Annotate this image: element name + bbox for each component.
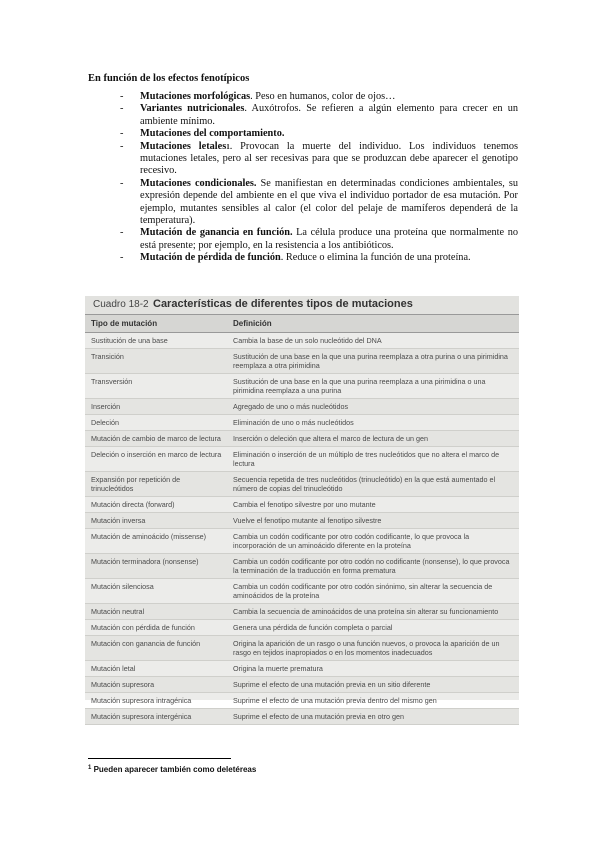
definition-cell: Genera una pérdida de función completa o parcial — [233, 623, 393, 632]
list-item — [88, 103, 518, 128]
table-row — [85, 447, 519, 472]
mutation-type-cell: Transición — [91, 352, 124, 361]
mutation-type-cell: Deleción — [91, 418, 119, 427]
definition-cell: Cambia la base de un solo nucleótido del DNA — [233, 336, 382, 345]
mutation-types-table — [85, 296, 519, 721]
list-item-text: Se manifiestan en determinadas condiciones ambientales, su expresión depende del ambiente en el que viva el individuo portador de esa mutación. Por ejemplo, mutantes sensibles al calor (el color del pelaje de mamíferos dependerá de la temperatura). — [140, 177, 518, 227]
mutation-type-cell: Mutación directa (forward) — [91, 500, 175, 509]
definition-cell: Origina la aparición de un rasgo o una función nuevos, o provoca la aparición de un rasgo en tejidos inapropiados o en los momentos inadecuados — [233, 639, 500, 657]
table-title: Características de diferentes tipos de mutaciones — [153, 298, 413, 310]
footnote-text: Pueden aparecer también como deletéreas — [91, 765, 257, 774]
list-item-term: Mutaciones del comportamiento. — [140, 128, 285, 140]
mutation-type-cell: Mutación supresora intragénica — [91, 696, 192, 705]
table-row — [85, 661, 519, 677]
table-row — [85, 399, 519, 415]
mutation-type-cell: Mutación inversa — [91, 516, 146, 525]
list-item-term: Mutaciones morfológicas — [140, 91, 251, 102]
bullet-dash: - — [120, 177, 124, 189]
definition-cell: Eliminación de uno o más nucleótidos — [233, 418, 354, 427]
definition-cell: Cambia un codón codificante por otro codón sinónimo, sin alterar la secuencia de aminoácidos de la proteína — [233, 582, 493, 600]
list-item-term: Mutación de ganancia en función. — [140, 227, 293, 239]
mutation-type-cell: Mutación de aminoácido (missense) — [91, 532, 207, 541]
list-item — [88, 178, 518, 228]
table-row — [85, 709, 519, 725]
table-row — [85, 349, 519, 374]
list-item-text: La célula produce una proteína que normalmente no está presente; por ejemplo, en la resistencia a los antibióticos. — [140, 227, 518, 251]
bullet-dash: - — [120, 227, 124, 239]
table-row — [85, 513, 519, 529]
table-body — [85, 333, 519, 725]
table-header-row — [85, 314, 519, 333]
mutation-type-cell: Mutación con pérdida de función — [91, 623, 195, 632]
definition-cell: Agregado de uno o más nucleótidos — [233, 402, 349, 411]
bullet-dash: - — [120, 128, 124, 140]
definition-cell: Suprime el efecto de una mutación previa en otro gen — [233, 712, 405, 721]
list-item — [88, 91, 518, 103]
definition-cell: Suprime el efecto de una mutación previa en un sitio diferente — [233, 680, 431, 689]
definition-cell: Sustitución de una base en la que una purina reemplaza a otra purina o una pirimidina reemplaza a otra pirimidina — [233, 352, 508, 370]
list-item — [88, 141, 518, 178]
table-row — [85, 497, 519, 513]
table-row — [85, 604, 519, 620]
list-item — [88, 252, 518, 264]
definition-cell: Eliminación o inserción de un múltiplo de tres nucleótidos que no altera el marco de lectura — [233, 450, 500, 468]
list-item — [88, 227, 518, 252]
footnote — [88, 765, 256, 774]
mutation-type-cell: Expansión por repetición de trinucleótidos — [91, 475, 181, 493]
list-item-text: . Provocan la muerte del individuo. Los individuos tenemos mutaciones letales, pero al ser recesivas para que se produzcan debe aparecer el genotipo recesivo. — [140, 140, 518, 177]
mutation-type-cell: Mutación silenciosa — [91, 582, 154, 591]
definition-cell: Vuelve el fenotipo mutante al fenotipo silvestre — [233, 516, 382, 525]
table-row — [85, 620, 519, 636]
table-row — [85, 431, 519, 447]
list-item-term: Mutaciones condicionales. — [140, 177, 257, 189]
definition-cell: Cambia la secuencia de aminoácidos de una proteína sin alterar su funcionamiento — [233, 607, 499, 616]
footnote-marker: 1 — [88, 765, 92, 771]
list-item-term: Mutaciones letales — [140, 140, 227, 152]
table-number: Cuadro 18-2 — [93, 299, 149, 310]
mutation-type-cell: Transversión — [91, 377, 133, 386]
mutation-type-cell: Sustitución de una base — [91, 336, 168, 345]
mutation-type-cell: Mutación con ganancia de función — [91, 639, 201, 648]
mutation-type-cell: Mutación supresora intergénica — [91, 712, 192, 721]
definition-cell: Cambia un codón codificante por otro codón codificante, lo que provoca la incorporación de un aminoácido diferente en la proteína — [233, 532, 470, 550]
table-row — [85, 529, 519, 554]
mutation-type-cell: Mutación supresora — [91, 680, 155, 689]
table-row — [85, 333, 519, 349]
table-row — [85, 374, 519, 399]
table-row — [85, 415, 519, 431]
definition-cell: Origina la muerte prematura — [233, 664, 323, 673]
definition-cell: Sustitución de una base en la que una purina reemplaza a una pirimidina o una pirimidina reemplaza a una purina — [233, 377, 486, 395]
table-row — [85, 636, 519, 661]
definition-cell: Inserción o deleción que altera el marco de lectura de un gen — [233, 434, 428, 443]
column-header-type: Tipo de mutación — [91, 319, 158, 328]
effects-list — [88, 91, 518, 265]
list-item-text: . Peso en humanos, color de ojos… — [250, 91, 396, 102]
footnote-ref: 1 — [226, 142, 230, 151]
list-item-text: . Auxótrofos. Se refieren a algún elemento para crecer en un ambiente mínimo. — [140, 103, 518, 127]
bullet-dash: - — [120, 252, 124, 264]
mutation-type-cell: Mutación letal — [91, 664, 136, 673]
table-row — [85, 472, 519, 497]
mutation-type-cell: Deleción o inserción en marco de lectura — [91, 450, 222, 459]
mutation-type-cell: Inserción — [91, 402, 121, 411]
footnote-divider — [88, 758, 231, 759]
mutation-type-cell: Mutación de cambio de marco de lectura — [91, 434, 221, 443]
list-item-term: Variantes nutricionales — [140, 103, 245, 115]
column-header-definition: Definición — [233, 319, 272, 328]
table-row — [85, 677, 519, 693]
definition-cell: Cambia un codón codificante por otro codón no codificante (nonsense), lo que provoca la terminación de la traducción en forma prematura — [233, 557, 510, 575]
list-item-term: Mutación de pérdida de función — [140, 252, 281, 264]
bullet-dash: - — [120, 140, 124, 152]
section-heading: En función de los efectos fenotípicos — [88, 73, 250, 84]
bullet-dash: - — [120, 91, 124, 102]
definition-cell: Suprime el efecto de una mutación previa dentro del mismo gen — [233, 696, 437, 705]
list-item-text: . Reduce o elimina la función de una proteína. — [280, 252, 471, 264]
table-title-bar — [85, 296, 519, 314]
table-row — [85, 693, 519, 709]
definition-cell: Cambia el fenotipo silvestre por uno mutante — [233, 500, 376, 509]
table-row — [85, 554, 519, 579]
list-item — [88, 128, 518, 140]
table-row — [85, 579, 519, 604]
mutation-type-cell: Mutación terminadora (nonsense) — [91, 557, 199, 566]
bullet-dash: - — [120, 103, 124, 115]
mutation-type-cell: Mutación neutral — [91, 607, 145, 616]
definition-cell: Secuencia repetida de tres nucleótidos (trinucleótido) en la que está aumentado el número de copias del trinucleótido — [233, 475, 496, 493]
